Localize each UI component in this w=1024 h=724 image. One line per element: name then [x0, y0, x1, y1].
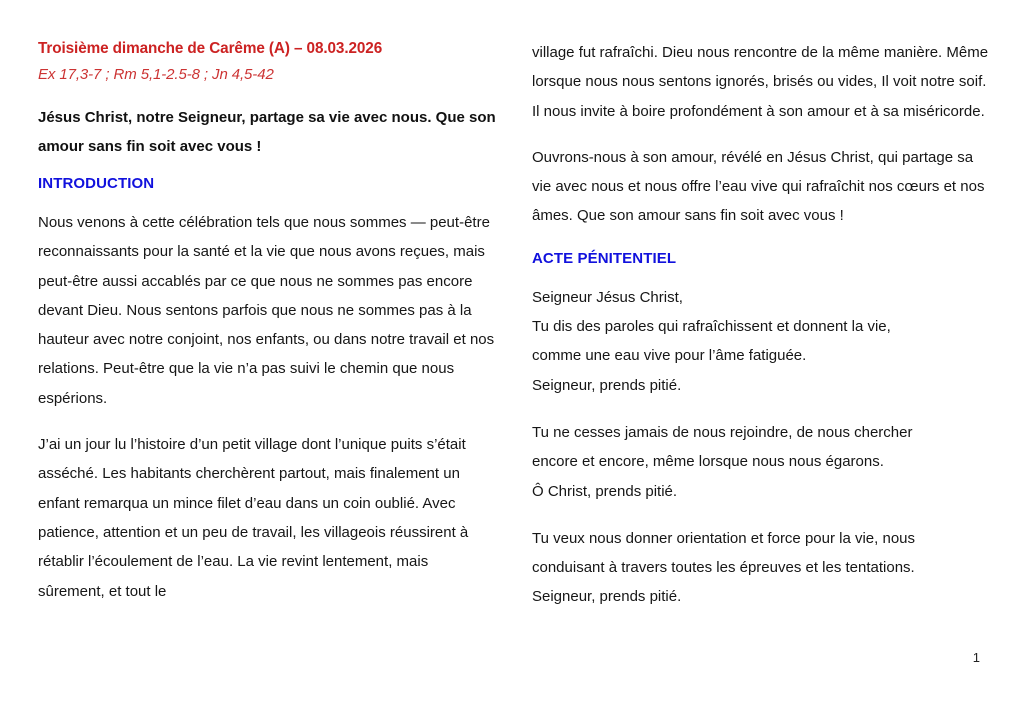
stanza-line: Tu ne cesses jamais de nous rejoindre, de nous chercher	[532, 423, 913, 441]
stanza-line: Tu veux nous donner orientation et force pour la vie, nous	[532, 529, 916, 547]
stanza-line: Tu dis des paroles qui rafraîchissent et donnent la vie,	[532, 318, 891, 336]
stanza-line: Seigneur Jésus Christ,	[532, 288, 683, 306]
heading-penitential-act: ACTE PÉNITENTIEL	[532, 249, 677, 267]
heading-introduction: INTRODUCTION	[38, 175, 155, 192]
introduction-paragraph-3: Ouvrons-nous à son amour, révélé en Jésus Christ, qui partage sa vie avec nous et nous offre l’eau vive qui rafraîchit nos cœurs et nos âmes. Que son amour sans fin soit avec vous !	[532, 148, 985, 225]
document-title: Troisième dimanche de Carême (A) – 08.03.2026	[38, 40, 383, 57]
stanza-line: Seigneur, prends pitié.	[532, 588, 682, 606]
introduction-paragraph-2-continued: village fut rafraîchi. Dieu nous rencontre de la même manière. Même lorsque nous nous sentons ignorés, brisés ou vides, Il voit notre soif. Il nous invite à boire profondément à son amour et à sa miséricorde.	[532, 44, 989, 120]
scripture-readings: Ex 17,3-7 ; Rm 5,1-2.5-8 ; Jn 4,5-42	[38, 66, 274, 83]
lead-greeting: Jésus Christ, notre Seigneur, partage sa vie avec nous. Que son amour sans fin soit avec vous !	[38, 109, 496, 155]
stanza-line: encore et encore, même lorsque nous nous égarons.	[532, 453, 884, 471]
stanza-line: comme une eau vive pour l’âme fatiguée.	[532, 347, 807, 365]
introduction-paragraph-2: J’ai un jour lu l’histoire d’un petit village dont l’unique puits s’était asséché. Les habitants cherchèrent partout, mais finalement un enfant remarqua un mince filet d’eau dans un coin oublié. Avec patience, attention et un peu de travail, les villageois réussirent à rétablir l’écoulement de l’eau. La vie revint lentement, mais sûrement, et tout le	[38, 436, 469, 600]
introduction-paragraph-1: Nous venons à cette célébration tels que nous sommes — peut-être reconnaissants pour la santé et la vie que nous avons reçues, mais peut-être aussi accablés par ce que nous ne sommes pas encore devant Dieu. Nous sentons parfois que nous ne sommes pas à la hauteur avec notre conjoint, nos enfants, ou dans notre travail et nos relations. Peut-être que la vie n’a pas suivi le chemin que nous espérions.	[38, 214, 495, 407]
stanza-line: Seigneur, prends pitié.	[532, 376, 682, 394]
left-column	[38, 38, 496, 606]
penitential-stanza-3	[532, 524, 990, 612]
stanza-line: conduisant à travers toutes les épreuves et les tentations.	[532, 559, 915, 577]
penitential-stanza-2	[532, 418, 990, 506]
penitential-stanza-1	[532, 283, 990, 400]
stanza-line: Ô Christ, prends pitié.	[532, 482, 678, 500]
two-column-layout	[38, 38, 990, 638]
right-column	[532, 38, 990, 612]
page-number: 1	[972, 650, 980, 665]
